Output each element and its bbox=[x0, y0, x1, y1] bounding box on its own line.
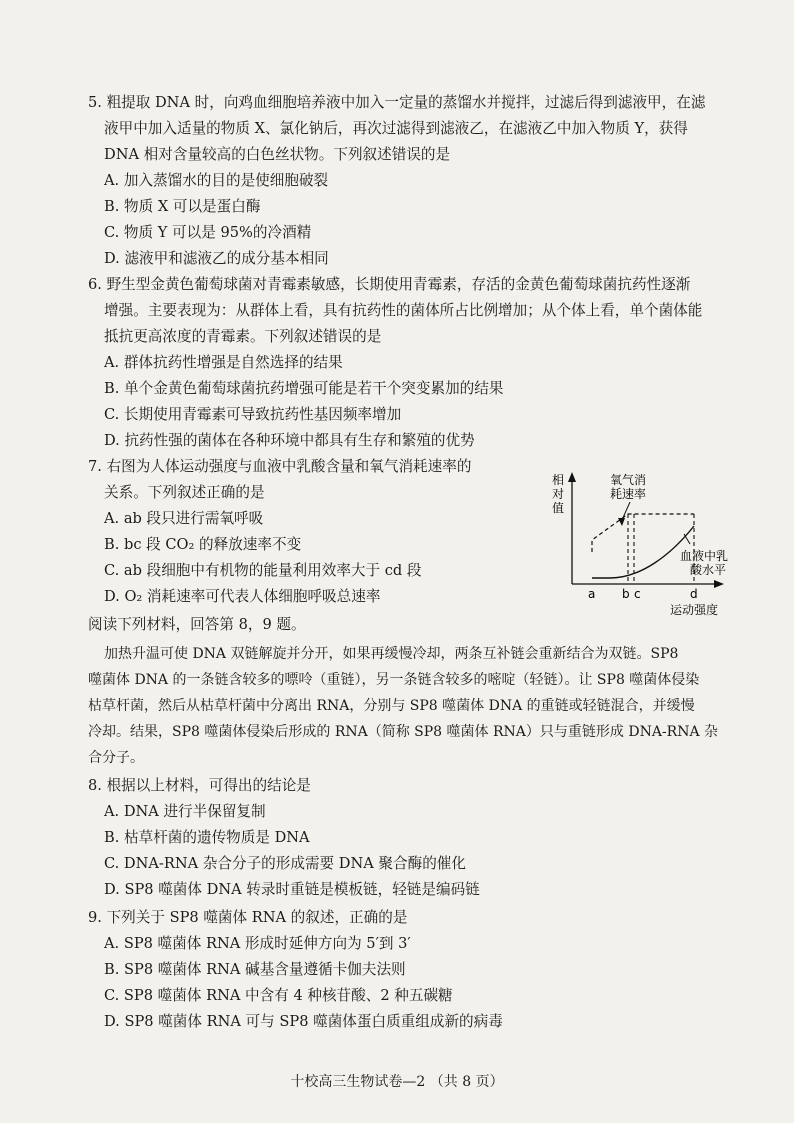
q6-option-c: C. 长期使用青霉素可导致抗药性基因频率增加 bbox=[104, 406, 402, 423]
material-line-5: 合分子。 bbox=[88, 750, 144, 766]
oxygen-pointer bbox=[622, 502, 630, 520]
xtick-d: d bbox=[690, 587, 698, 601]
q9-option-c: C. SP8 噬菌体 RNA 中含有 4 种核苷酸、2 种五碳糖 bbox=[104, 987, 453, 1004]
lactate-curve bbox=[592, 526, 694, 578]
q6-stem-line-1: 6. 野生型金黄色葡萄球菌对青霉素敏感，长期使用青霉素，存活的金黄色葡萄球菌抗药性逐渐 bbox=[88, 276, 691, 293]
q6-option-d: D. 抗药性强的菌体在各种环境中都具有生存和繁殖的优势 bbox=[104, 432, 475, 449]
lactate-label-2: 酸水平 bbox=[690, 563, 727, 577]
x-axis-arrow bbox=[714, 580, 724, 588]
q5-option-a: A. 加入蒸馏水的目的是使细胞破裂 bbox=[104, 172, 329, 189]
q6-stem-line-2: 增强。主要表现为：从群体上看，具有抗药性的菌体所占比例增加；从个体上看，单个菌体能 bbox=[104, 302, 703, 319]
q6-option-a: A. 群体抗药性增强是自然选择的结果 bbox=[104, 354, 343, 371]
q5-stem-line-3: DNA 相对含量较高的白色丝状物。下列叙述错误的是 bbox=[104, 146, 451, 163]
q9-option-d: D. SP8 噬菌体 RNA 可与 SP8 噬菌体蛋白质重组成新的病毒 bbox=[104, 1013, 503, 1030]
oxygen-label-1: 氧气消 bbox=[610, 473, 647, 487]
q6-stem-line-3: 抵抗更高浓度的青霉素。下列叙述错误的是 bbox=[104, 328, 382, 345]
q5-option-d: D. 滤液甲和滤液乙的成分基本相同 bbox=[104, 250, 329, 267]
q7-diagram bbox=[530, 468, 770, 618]
q9-option-a: A. SP8 噬菌体 RNA 形成时延伸方向为 5′到 3′ bbox=[104, 935, 411, 952]
xtick-a: a bbox=[588, 587, 596, 601]
diagram-ylabel-3: 值 bbox=[552, 501, 565, 515]
q7-stem-line-1: 7. 右图为人体运动强度与血液中乳酸含量和氧气消耗速率的 bbox=[88, 458, 472, 475]
q8-stem: 8. 根据以上材料，可得出的结论是 bbox=[88, 777, 311, 794]
xtick-c: c bbox=[634, 587, 641, 601]
q8-option-c: C. DNA-RNA 杂合分子的形成需要 DNA 聚合酶的催化 bbox=[104, 855, 466, 872]
oxygen-consumption-line bbox=[592, 514, 694, 552]
material-line-4: 冷却。结果，SP8 噬菌体侵染后形成的 RNA（简称 SP8 噬菌体 RNA）只与重链形成 DNA-RNA 杂 bbox=[88, 724, 719, 740]
y-axis-arrow bbox=[568, 472, 576, 482]
diagram-ylabel-1: 相 bbox=[552, 473, 565, 487]
q7-stem-line-2: 关系。下列叙述正确的是 bbox=[104, 484, 265, 501]
q7-option-d: D. O₂ 消耗速率可代表人体细胞呼吸总速率 bbox=[104, 588, 381, 605]
material-line-1: 加热升温可使 DNA 双链解旋并分开，如果再缓慢冷却，两条互补链会重新结合为双链。SP8 bbox=[104, 646, 679, 662]
q7-option-b: B. bc 段 CO₂ 的释放速率不变 bbox=[104, 536, 302, 553]
page-footer: 十校高三生物试卷—2 （共 8 页） bbox=[290, 1074, 504, 1090]
diagram-xlabel: 运动强度 bbox=[670, 603, 719, 617]
material-line-2: 噬菌体 DNA 的一条链含较多的嘌呤（重链），另一条链含较多的嘧啶（轻链）。让 SP8 噬菌体侵染 bbox=[88, 672, 700, 688]
q5-option-c: C. 物质 Y 可以是 95%的冷酒精 bbox=[104, 224, 312, 241]
q7-option-c: C. ab 段细胞中有机物的能量利用效率大于 cd 段 bbox=[104, 562, 422, 579]
q8-option-b: B. 枯草杆菌的遗传物质是 DNA bbox=[104, 829, 310, 846]
q8-option-a: A. DNA 进行半保留复制 bbox=[104, 803, 266, 820]
oxygen-label-2: 耗速率 bbox=[610, 487, 647, 501]
diagram-ylabel-2: 对 bbox=[552, 487, 565, 501]
q9-option-b: B. SP8 噬菌体 RNA 碱基含量遵循卡伽夫法则 bbox=[104, 961, 406, 978]
material-line-3: 枯草杆菌，然后从枯草杆菌中分离出 RNA，分别与 SP8 噬菌体 DNA 的重链或轻链混合，并缓慢 bbox=[88, 698, 695, 714]
lactate-pointer bbox=[684, 534, 690, 544]
material-intro: 阅读下列材料，回答第 8，9 题。 bbox=[88, 616, 306, 633]
xtick-b: b bbox=[622, 587, 630, 601]
q5-option-b: B. 物质 X 可以是蛋白酶 bbox=[104, 198, 261, 215]
oxygen-pointer-arrow bbox=[618, 518, 625, 526]
q5-stem-line-1: 5. 粗提取 DNA 时，向鸡血细胞培养液中加入一定量的蒸馏水并搅拌，过滤后得到滤液甲，在滤 bbox=[88, 94, 706, 111]
q8-option-d: D. SP8 噬菌体 DNA 转录时重链是模板链，轻链是编码链 bbox=[104, 881, 480, 898]
q5-stem-line-2: 液甲中加入适量的物质 X、氯化钠后，再次过滤得到滤液乙，在滤液乙中加入物质 Y，获得 bbox=[104, 120, 688, 137]
q9-stem: 9. 下列关于 SP8 噬菌体 RNA 的叙述，正确的是 bbox=[88, 909, 408, 926]
q7-option-a: A. ab 段只进行需氧呼吸 bbox=[104, 510, 264, 527]
q6-option-b: B. 单个金黄色葡萄球菌抗药增强可能是若干个突变累加的结果 bbox=[104, 380, 504, 397]
lactate-label-1: 血液中乳 bbox=[680, 549, 729, 563]
